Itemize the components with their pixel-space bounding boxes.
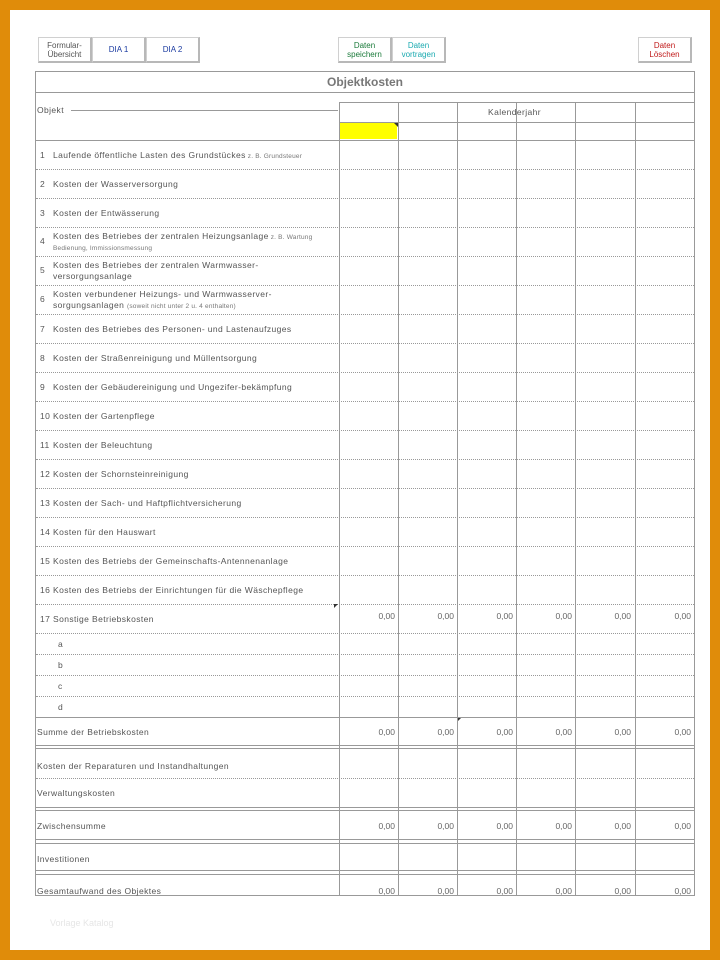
kalenderjahr-label: Kalenderjahr (488, 107, 541, 117)
daten-vortragen-button[interactable]: Daten vortragen (392, 37, 446, 63)
row-label-10: Kosten der Gartenpflege (53, 411, 155, 421)
page-title: Objektkosten (36, 72, 694, 93)
sub-row-label-a: a (58, 639, 64, 649)
investitionen-bottom-border-1 (36, 870, 694, 871)
daten-speichern-button[interactable]: Daten speichern (338, 37, 392, 63)
row-divider-6 (36, 314, 694, 315)
row-label-9: Kosten der Gebäudereinigung und Ungezifer-bekämpfung (53, 382, 293, 392)
row-number-4: 4 (40, 236, 46, 246)
row-divider-9 (36, 401, 694, 402)
objektkosten-table (35, 71, 695, 896)
row-number-8: 8 (40, 353, 46, 363)
zwischensumme-value-2[interactable]: 0,00 (437, 821, 454, 831)
gesamt-value-3[interactable]: 0,00 (496, 886, 513, 896)
row-number-14: 14 (40, 527, 51, 537)
year-input-highlight[interactable] (340, 123, 397, 139)
row-number-7: 7 (40, 324, 46, 334)
row-17-value-6[interactable]: 0,00 (674, 611, 691, 621)
column-divider (457, 102, 458, 895)
row-number-16: 16 (40, 585, 51, 595)
sub-row-label-c: c (58, 681, 63, 691)
row-divider-15 (36, 575, 694, 576)
row-label-6-line2: sorgungsanlagen (soweit nicht unter 2 u. 4 enthalten) (53, 300, 236, 310)
summe-value-2[interactable]: 0,00 (437, 727, 454, 737)
page (10, 10, 710, 950)
summe-top-border (36, 717, 694, 718)
investitionen-label: Investitionen (37, 854, 90, 864)
row-label-11: Kosten der Beleuchtung (53, 440, 153, 450)
row-number-11: 11 (40, 440, 50, 450)
row-label-12: Kosten der Schornsteinreinigung (53, 469, 189, 479)
sub-row-divider-b (36, 675, 694, 676)
verwaltung-label: Verwaltungskosten (37, 788, 116, 798)
zwischensumme-value-3[interactable]: 0,00 (496, 821, 513, 831)
row-label-16: Kosten des Betriebs der Einrichtungen für die Wäschepflege (53, 585, 304, 595)
row-label-7: Kosten des Betriebes des Personen- und Lastenaufzuges (53, 324, 292, 334)
row-divider-13 (36, 517, 694, 518)
column-divider (339, 102, 340, 895)
row-divider-4 (36, 256, 694, 257)
row-label-5: Kosten des Betriebes der zentralen Warmwasser- (53, 260, 259, 270)
row-divider-3 (36, 227, 694, 228)
formular-uebersicht-button[interactable]: Formular- Übersicht (38, 37, 92, 63)
row-number-10: 10 (40, 411, 51, 421)
row-label-8: Kosten der Straßenreinigung und Müllentsorgung (53, 353, 258, 363)
verwaltung-bottom-border-1 (36, 807, 694, 808)
daten-loeschen-button[interactable]: Daten Löschen (638, 37, 692, 63)
summe-bottom-border-2 (36, 748, 694, 749)
summe-value-5[interactable]: 0,00 (614, 727, 631, 737)
row-label-13: Kosten der Sach- und Haftpflichtversicherung (53, 498, 242, 508)
row-divider-1 (36, 169, 694, 170)
row-label-2: Kosten der Wasserversorgung (53, 179, 179, 189)
zwischensumme-bottom-border-1 (36, 839, 694, 840)
comment-marker-17 (334, 604, 338, 608)
reparatur-divider (36, 778, 694, 779)
column-divider (398, 102, 399, 895)
row-number-1: 1 (40, 150, 46, 160)
row-divider-12 (36, 488, 694, 489)
row-divider-14 (36, 546, 694, 547)
row-17-value-3[interactable]: 0,00 (496, 611, 513, 621)
column-divider (575, 102, 576, 895)
investitionen-bottom-border-2 (36, 874, 694, 875)
sub-row-divider-c (36, 696, 694, 697)
sub-row-label-d: d (58, 702, 64, 712)
gesamt-label: Gesamtaufwand des Objektes (37, 886, 162, 896)
header-bottom-border (36, 140, 694, 141)
summe-label: Summe der Betriebskosten (37, 727, 150, 737)
row-number-13: 13 (40, 498, 51, 508)
zwischensumme-value-6[interactable]: 0,00 (674, 821, 691, 831)
row-label-14: Kosten für den Hauswart (53, 527, 156, 537)
gesamt-value-2[interactable]: 0,00 (437, 886, 454, 896)
column-divider (516, 102, 517, 895)
row-number-2: 2 (40, 179, 46, 189)
gesamt-value-1[interactable]: 0,00 (378, 886, 395, 896)
dia2-button[interactable]: DIA 2 (146, 37, 200, 63)
row-label-6: Kosten verbundener Heizungs- und Warmwasserver- (53, 289, 272, 299)
row-17-value-2[interactable]: 0,00 (437, 611, 454, 621)
row-divider-11 (36, 459, 694, 460)
row-label-4-line2: Bedienung, Immissionsmessung (53, 245, 153, 252)
zwischensumme-bottom-border-2 (36, 843, 694, 844)
row-label-15: Kosten des Betriebs der Gemeinschafts-Antennenanlage (53, 556, 289, 566)
objekt-label: Objekt (37, 105, 64, 115)
row-number-6: 6 (40, 294, 46, 304)
row-17-value-5[interactable]: 0,00 (614, 611, 631, 621)
zwischensumme-value-4[interactable]: 0,00 (555, 821, 572, 831)
row-divider-10 (36, 430, 694, 431)
row-number-17: 17 (40, 614, 51, 624)
row-label-4: Kosten des Betriebes der zentralen Heizungsanlage z. B. Wartung (53, 231, 313, 241)
row-divider-5 (36, 285, 694, 286)
row-number-15: 15 (40, 556, 51, 566)
gesamt-value-6[interactable]: 0,00 (674, 886, 691, 896)
sub-row-label-b: b (58, 660, 64, 670)
column-divider (635, 102, 636, 895)
verwaltung-bottom-border-2 (36, 810, 694, 811)
dia1-button[interactable]: DIA 1 (92, 37, 146, 63)
summe-value-6[interactable]: 0,00 (674, 727, 691, 737)
sub-row-divider-a (36, 654, 694, 655)
row-number-12: 12 (40, 469, 51, 479)
footer-watermark: Vorlage Katalog (50, 918, 114, 928)
gesamt-value-5[interactable]: 0,00 (614, 886, 631, 896)
summe-bottom-border-1 (36, 745, 694, 746)
zwischensumme-value-5[interactable]: 0,00 (614, 821, 631, 831)
zwischensumme-value-1[interactable]: 0,00 (378, 821, 395, 831)
row-divider-17 (36, 633, 694, 634)
objekt-underline (71, 110, 338, 111)
row-number-5: 5 (40, 265, 46, 275)
row-number-9: 9 (40, 382, 46, 392)
row-label-17: Sonstige Betriebskosten (53, 614, 154, 624)
summe-value-3[interactable]: 0,00 (496, 727, 513, 737)
row-label-1: Laufende öffentliche Lasten des Grundstückes z. B. Grundsteuer (53, 150, 303, 160)
row-divider-16 (36, 604, 694, 605)
row-17-value-1[interactable]: 0,00 (378, 611, 395, 621)
row-17-value-4[interactable]: 0,00 (555, 611, 572, 621)
row-number-3: 3 (40, 208, 46, 218)
summe-value-1[interactable]: 0,00 (378, 727, 395, 737)
row-divider-7 (36, 343, 694, 344)
gesamt-value-4[interactable]: 0,00 (555, 886, 572, 896)
row-label-5-line2: versorgungsanlage (53, 271, 133, 281)
reparatur-label: Kosten der Reparaturen und Instandhaltungen (37, 761, 230, 771)
summe-value-4[interactable]: 0,00 (555, 727, 572, 737)
row-divider-2 (36, 198, 694, 199)
row-label-3: Kosten der Entwässerung (53, 208, 160, 218)
zwischensumme-label: Zwischensumme (37, 821, 106, 831)
row-divider-8 (36, 372, 694, 373)
